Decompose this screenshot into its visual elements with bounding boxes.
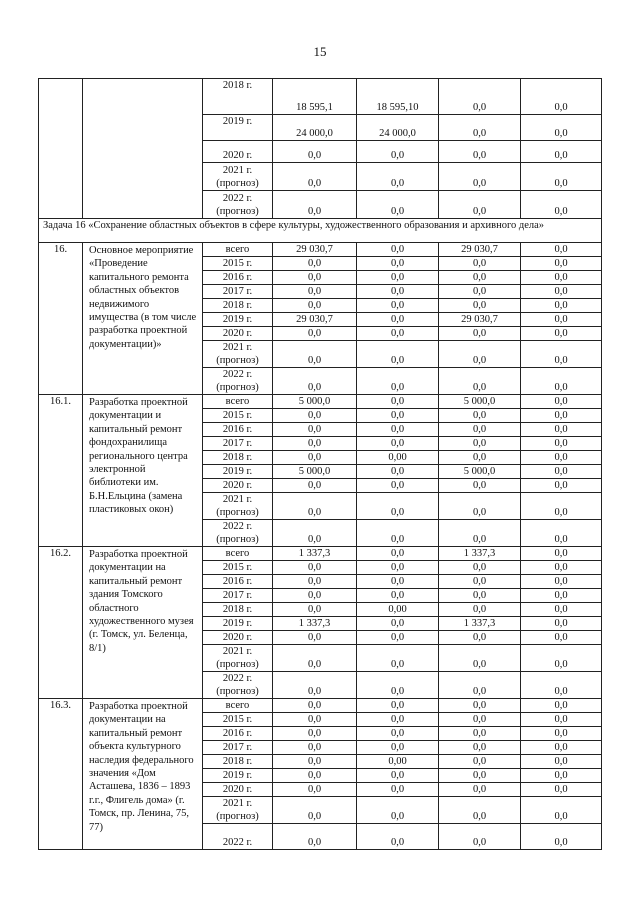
item-name: Основное мероприятие «Проведение капитального ремонта областных объектов недвижимого имущества (в том числе разработка проектной документации)» — [83, 243, 203, 395]
federal-value: 0,0 — [357, 672, 439, 699]
federal-value: 0,0 — [357, 141, 439, 163]
year-label: 2022 г. — [222, 369, 253, 380]
local-value: 0,0 — [521, 115, 602, 141]
year-label: 2018 г. — [222, 300, 253, 311]
total-value: 0,0 — [273, 479, 357, 493]
total-value: 5 000,0 — [273, 465, 357, 479]
total-value: 0,0 — [273, 631, 357, 645]
item-number: 16.2. — [39, 547, 83, 699]
year-cell — [203, 257, 273, 271]
federal-value: 0,0 — [357, 575, 439, 589]
regional-value: 0,0 — [439, 257, 521, 271]
regional-value: 0,0 — [439, 727, 521, 741]
total-value: 0,0 — [273, 271, 357, 285]
local-value: 0,0 — [521, 575, 602, 589]
year-cell — [203, 493, 273, 520]
regional-value: 0,0 — [439, 824, 521, 850]
regional-value: 0,0 — [439, 493, 521, 520]
total-value: 0,0 — [273, 561, 357, 575]
year-label: всего — [225, 396, 250, 407]
year-label: всего — [225, 244, 250, 255]
local-value: 0,0 — [521, 257, 602, 271]
regional-value: 0,0 — [439, 115, 521, 141]
year-cell — [203, 79, 273, 115]
year-label: 2016 г. — [222, 728, 253, 739]
regional-value: 0,0 — [439, 645, 521, 672]
year-cell — [203, 115, 273, 141]
local-value: 0,0 — [521, 783, 602, 797]
local-value: 0,0 — [521, 465, 602, 479]
table-row — [39, 699, 602, 713]
regional-value: 0,0 — [439, 479, 521, 493]
local-value: 0,0 — [521, 713, 602, 727]
federal-value: 0,0 — [357, 783, 439, 797]
year-cell — [203, 824, 273, 850]
regional-value: 5 000,0 — [439, 465, 521, 479]
year-cell — [203, 313, 273, 327]
regional-value: 0,0 — [439, 423, 521, 437]
federal-value: 24 000,0 — [357, 115, 439, 141]
total-value: 18 595,1 — [273, 79, 357, 115]
year-cell — [203, 299, 273, 313]
year-label: 2019 г. — [222, 314, 253, 325]
federal-value: 0,0 — [357, 257, 439, 271]
local-value: 0,0 — [521, 672, 602, 699]
federal-value: 0,0 — [357, 645, 439, 672]
total-value: 0,0 — [273, 603, 357, 617]
local-value: 0,0 — [521, 243, 602, 257]
forecast-label: (прогноз) — [216, 534, 259, 545]
year-label: 2018 г. — [222, 756, 253, 767]
task-heading: Задача 16 «Сохранение областных объектов в сфере культуры, художественного образования и архивного дела» — [39, 219, 602, 243]
local-value: 0,0 — [521, 313, 602, 327]
local-value: 0,0 — [521, 645, 602, 672]
regional-value: 0,0 — [439, 769, 521, 783]
year-label: всего — [225, 548, 250, 559]
regional-value: 1 337,3 — [439, 547, 521, 561]
item-name: Разработка проектной документации и капитальный ремонт фондохранилища регионального центра электронной библиотеки им. Б.Н.Ельцина (замена пластиковых окон) — [83, 395, 203, 547]
regional-value: 0,0 — [439, 783, 521, 797]
forecast-label: (прогноз) — [216, 382, 259, 393]
regional-value: 0,0 — [439, 520, 521, 547]
year-cell — [203, 465, 273, 479]
name-cell — [83, 79, 203, 219]
local-value: 0,0 — [521, 163, 602, 191]
year-label: 2017 г. — [222, 286, 253, 297]
year-cell — [203, 285, 273, 299]
total-value: 0,0 — [273, 327, 357, 341]
year-label: 2018 г. — [222, 452, 253, 463]
local-value: 0,0 — [521, 547, 602, 561]
regional-value: 0,0 — [439, 141, 521, 163]
local-value: 0,0 — [521, 395, 602, 409]
local-value: 0,0 — [521, 191, 602, 219]
year-label: 2015 г. — [222, 258, 253, 269]
total-value: 29 030,7 — [273, 243, 357, 257]
year-label: 2021 г. — [222, 494, 253, 505]
total-value: 1 337,3 — [273, 617, 357, 631]
forecast-label: (прогноз) — [216, 355, 259, 366]
year-cell — [203, 713, 273, 727]
table-row — [39, 395, 602, 409]
year-cell — [203, 271, 273, 285]
year-cell — [203, 631, 273, 645]
year-cell — [203, 699, 273, 713]
local-value: 0,0 — [521, 824, 602, 850]
forecast-label: (прогноз) — [216, 206, 259, 217]
year-cell — [203, 163, 273, 191]
year-label: 2016 г. — [222, 576, 253, 587]
local-value: 0,0 — [521, 479, 602, 493]
regional-value: 0,0 — [439, 603, 521, 617]
year-cell — [203, 327, 273, 341]
year-cell — [203, 727, 273, 741]
local-value: 0,0 — [521, 79, 602, 115]
table-row — [39, 79, 602, 115]
federal-value: 0,0 — [357, 713, 439, 727]
year-label: 2017 г. — [222, 742, 253, 753]
year-cell — [203, 575, 273, 589]
federal-value: 0,0 — [357, 299, 439, 313]
local-value: 0,0 — [521, 437, 602, 451]
total-value: 0,0 — [273, 727, 357, 741]
regional-value: 0,0 — [439, 163, 521, 191]
total-value: 0,0 — [273, 783, 357, 797]
year-cell — [203, 741, 273, 755]
regional-value: 0,0 — [439, 341, 521, 368]
federal-value: 0,0 — [357, 479, 439, 493]
federal-value: 0,0 — [357, 617, 439, 631]
total-value: 0,0 — [273, 713, 357, 727]
federal-value: 0,0 — [357, 769, 439, 783]
year-label: 2019 г. — [222, 466, 253, 477]
federal-value: 0,0 — [357, 699, 439, 713]
total-value: 0,0 — [273, 699, 357, 713]
local-value: 0,0 — [521, 451, 602, 465]
total-value: 0,0 — [273, 755, 357, 769]
year-cell — [203, 603, 273, 617]
local-value: 0,0 — [521, 561, 602, 575]
federal-value: 0,00 — [357, 755, 439, 769]
regional-value: 0,0 — [439, 699, 521, 713]
year-cell — [203, 797, 273, 824]
federal-value: 0,0 — [357, 341, 439, 368]
forecast-label: (прогноз) — [216, 811, 259, 822]
regional-value: 0,0 — [439, 713, 521, 727]
budget-table — [38, 78, 602, 850]
task-row — [39, 219, 602, 243]
regional-value: 5 000,0 — [439, 395, 521, 409]
year-cell — [203, 589, 273, 603]
regional-value: 0,0 — [439, 79, 521, 115]
federal-value: 0,0 — [357, 824, 439, 850]
regional-value: 0,0 — [439, 741, 521, 755]
regional-value: 1 337,3 — [439, 617, 521, 631]
total-value: 0,0 — [273, 191, 357, 219]
local-value: 0,0 — [521, 741, 602, 755]
year-label: 2022 г. — [222, 521, 253, 532]
federal-value: 0,0 — [357, 465, 439, 479]
total-value: 0,0 — [273, 589, 357, 603]
local-value: 0,0 — [521, 769, 602, 783]
federal-value: 0,00 — [357, 451, 439, 465]
total-value: 0,0 — [273, 257, 357, 271]
total-value: 0,0 — [273, 368, 357, 395]
regional-value: 0,0 — [439, 755, 521, 769]
regional-value: 0,0 — [439, 631, 521, 645]
federal-value: 0,0 — [357, 271, 439, 285]
year-label: 2019 г. — [222, 770, 253, 781]
total-value: 29 030,7 — [273, 313, 357, 327]
total-value: 0,0 — [273, 299, 357, 313]
regional-value: 0,0 — [439, 575, 521, 589]
regional-value: 0,0 — [439, 561, 521, 575]
local-value: 0,0 — [521, 493, 602, 520]
total-value: 0,0 — [273, 493, 357, 520]
total-value: 0,0 — [273, 769, 357, 783]
year-cell — [203, 769, 273, 783]
year-label: 2018 г. — [222, 604, 253, 615]
regional-value: 29 030,7 — [439, 313, 521, 327]
regional-value: 0,0 — [439, 451, 521, 465]
federal-value: 0,0 — [357, 423, 439, 437]
year-cell — [203, 437, 273, 451]
federal-value: 0,0 — [357, 589, 439, 603]
item-number: 16. — [39, 243, 83, 395]
year-label: 2020 г. — [222, 784, 253, 795]
local-value: 0,0 — [521, 341, 602, 368]
total-value: 0,0 — [273, 520, 357, 547]
local-value: 0,0 — [521, 285, 602, 299]
total-value: 0,0 — [273, 141, 357, 163]
year-cell — [203, 243, 273, 257]
forecast-label: (прогноз) — [216, 178, 259, 189]
regional-value: 0,0 — [439, 672, 521, 699]
forecast-label: (прогноз) — [216, 659, 259, 670]
year-cell — [203, 191, 273, 219]
year-cell — [203, 368, 273, 395]
year-label: 2022 г. — [222, 837, 253, 848]
local-value: 0,0 — [521, 631, 602, 645]
federal-value: 0,0 — [357, 327, 439, 341]
local-value: 0,0 — [521, 141, 602, 163]
federal-value: 18 595,10 — [357, 79, 439, 115]
regional-value: 0,0 — [439, 191, 521, 219]
local-value: 0,0 — [521, 520, 602, 547]
item-number: 16.3. — [39, 699, 83, 850]
item-name: Разработка проектной документации на капитальный ремонт здания Томского областного художественного музея (г. Томск, ул. Беленца, 8/1) — [83, 547, 203, 699]
year-cell — [203, 520, 273, 547]
number-cell — [39, 79, 83, 219]
year-label: 2020 г. — [222, 150, 253, 161]
year-label: 2017 г. — [222, 438, 253, 449]
federal-value: 0,0 — [357, 493, 439, 520]
total-value: 0,0 — [273, 409, 357, 423]
year-label: 2018 г. — [222, 80, 253, 91]
local-value: 0,0 — [521, 603, 602, 617]
local-value: 0,0 — [521, 755, 602, 769]
year-label: 2021 г. — [222, 342, 253, 353]
regional-value: 0,0 — [439, 285, 521, 299]
year-label: 2015 г. — [222, 714, 253, 725]
local-value: 0,0 — [521, 797, 602, 824]
local-value: 0,0 — [521, 368, 602, 395]
local-value: 0,0 — [521, 327, 602, 341]
year-cell — [203, 783, 273, 797]
total-value: 0,0 — [273, 423, 357, 437]
year-label: 2019 г. — [222, 618, 253, 629]
forecast-label: (прогноз) — [216, 686, 259, 697]
table-row — [39, 243, 602, 257]
federal-value: 0,0 — [357, 797, 439, 824]
regional-value: 0,0 — [439, 409, 521, 423]
federal-value: 0,0 — [357, 561, 439, 575]
item-name: Разработка проектной документации на капитальный ремонт объекта культурного наследия федерального значения «Дом Асташева, 1836 – 1893 г.г., Флигель дома» (г. Томск, пр. Ленина, 75, 77) — [83, 699, 203, 850]
year-label: 2021 г. — [222, 798, 253, 809]
year-cell — [203, 645, 273, 672]
local-value: 0,0 — [521, 423, 602, 437]
total-value: 0,0 — [273, 341, 357, 368]
year-label: 2016 г. — [222, 424, 253, 435]
year-label: 2021 г. — [222, 165, 253, 176]
table-row — [39, 547, 602, 561]
total-value: 0,0 — [273, 451, 357, 465]
federal-value: 0,0 — [357, 313, 439, 327]
federal-value: 0,00 — [357, 603, 439, 617]
forecast-label: (прогноз) — [216, 507, 259, 518]
year-label: 2017 г. — [222, 590, 253, 601]
local-value: 0,0 — [521, 727, 602, 741]
federal-value: 0,0 — [357, 395, 439, 409]
total-value: 0,0 — [273, 672, 357, 699]
year-cell — [203, 341, 273, 368]
federal-value: 0,0 — [357, 163, 439, 191]
federal-value: 0,0 — [357, 409, 439, 423]
federal-value: 0,0 — [357, 547, 439, 561]
year-cell — [203, 409, 273, 423]
year-cell — [203, 561, 273, 575]
item-number: 16.1. — [39, 395, 83, 547]
year-label: 2015 г. — [222, 410, 253, 421]
regional-value: 0,0 — [439, 299, 521, 313]
year-cell — [203, 395, 273, 409]
regional-value: 29 030,7 — [439, 243, 521, 257]
local-value: 0,0 — [521, 699, 602, 713]
total-value: 1 337,3 — [273, 547, 357, 561]
year-cell — [203, 451, 273, 465]
federal-value: 0,0 — [357, 631, 439, 645]
federal-value: 0,0 — [357, 727, 439, 741]
total-value: 0,0 — [273, 797, 357, 824]
federal-value: 0,0 — [357, 243, 439, 257]
year-cell — [203, 672, 273, 699]
year-cell — [203, 547, 273, 561]
year-label: 2022 г. — [222, 673, 253, 684]
year-cell — [203, 423, 273, 437]
regional-value: 0,0 — [439, 271, 521, 285]
year-label: 2020 г. — [222, 480, 253, 491]
year-cell — [203, 479, 273, 493]
federal-value: 0,0 — [357, 437, 439, 451]
page-number: 15 — [313, 44, 327, 59]
total-value: 0,0 — [273, 741, 357, 755]
year-label: 2020 г. — [222, 632, 253, 643]
local-value: 0,0 — [521, 409, 602, 423]
total-value: 0,0 — [273, 824, 357, 850]
year-label: 2016 г. — [222, 272, 253, 283]
regional-value: 0,0 — [439, 797, 521, 824]
total-value: 0,0 — [273, 163, 357, 191]
year-label: 2022 г. — [222, 193, 253, 204]
local-value: 0,0 — [521, 589, 602, 603]
federal-value: 0,0 — [357, 741, 439, 755]
total-value: 0,0 — [273, 575, 357, 589]
year-label: 2019 г. — [222, 116, 253, 127]
total-value: 0,0 — [273, 437, 357, 451]
federal-value: 0,0 — [357, 285, 439, 299]
year-cell — [203, 617, 273, 631]
total-value: 0,0 — [273, 645, 357, 672]
total-value: 5 000,0 — [273, 395, 357, 409]
year-cell — [203, 755, 273, 769]
total-value: 0,0 — [273, 285, 357, 299]
federal-value: 0,0 — [357, 520, 439, 547]
year-cell — [203, 141, 273, 163]
federal-value: 0,0 — [357, 191, 439, 219]
regional-value: 0,0 — [439, 327, 521, 341]
regional-value: 0,0 — [439, 589, 521, 603]
total-value: 24 000,0 — [273, 115, 357, 141]
regional-value: 0,0 — [439, 437, 521, 451]
year-label: всего — [225, 700, 250, 711]
local-value: 0,0 — [521, 271, 602, 285]
year-label: 2020 г. — [222, 328, 253, 339]
year-label: 2021 г. — [222, 646, 253, 657]
regional-value: 0,0 — [439, 368, 521, 395]
local-value: 0,0 — [521, 617, 602, 631]
federal-value: 0,0 — [357, 368, 439, 395]
local-value: 0,0 — [521, 299, 602, 313]
year-label: 2015 г. — [222, 562, 253, 573]
